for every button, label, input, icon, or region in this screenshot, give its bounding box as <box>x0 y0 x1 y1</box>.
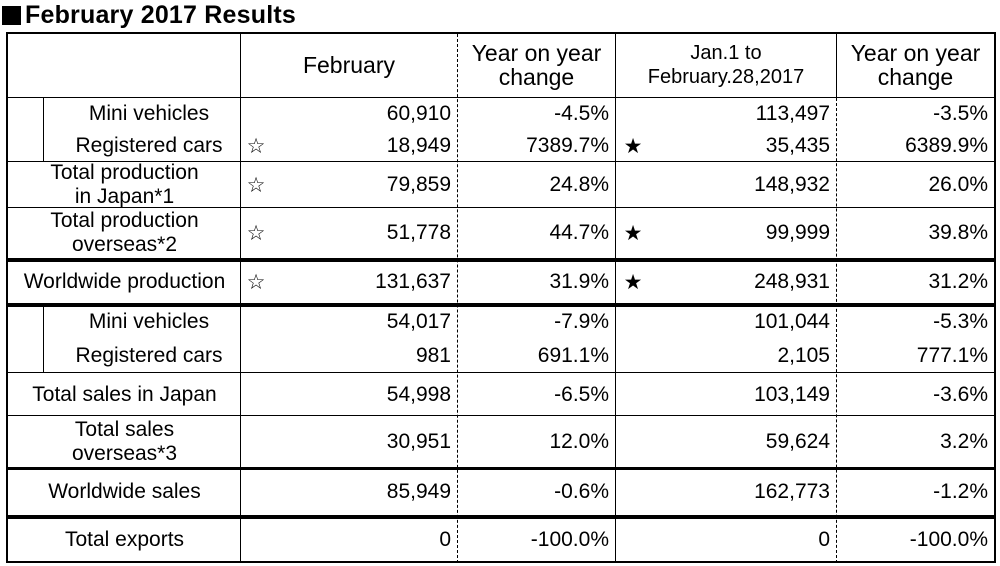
star-slot <box>241 469 277 515</box>
cumulative-value: 148,932 <box>754 173 830 196</box>
february-value: 85,949 <box>386 480 451 503</box>
cumulative-year-on-year-change-value: 777.1% <box>916 343 988 367</box>
row-label: Total sales overseas*3 <box>71 418 178 465</box>
header-year-on-year-change: Year on year change <box>471 40 602 90</box>
title-text: February 2017 Results <box>25 0 296 29</box>
star-slot <box>616 338 656 373</box>
white-star-icon: ☆ <box>246 270 266 294</box>
february-value: 54,017 <box>386 309 451 333</box>
star-slot <box>616 416 656 468</box>
year-on-year-change-value: 7389.7% <box>526 134 609 157</box>
cumulative-value: 101,044 <box>754 309 830 333</box>
year-on-year-change-value: 31.9% <box>549 270 609 293</box>
cumulative-year-on-year-change-value: 6389.9% <box>905 134 988 157</box>
february-value: 60,910 <box>386 102 451 125</box>
square-bullet-icon <box>2 6 21 25</box>
cumulative-value: 113,497 <box>755 102 830 125</box>
black-star-icon: ★ <box>623 134 643 158</box>
february-value: 18,949 <box>386 134 451 157</box>
cumulative-value: 162,773 <box>754 480 830 503</box>
star-slot <box>616 517 656 562</box>
star-slot <box>616 373 656 416</box>
cumulative-value: 2,105 <box>777 343 830 367</box>
cumulative-year-on-year-change-value: 31.2% <box>928 270 988 293</box>
white-star-icon: ☆ <box>246 134 266 158</box>
row-label: Total sales in Japan <box>32 382 217 406</box>
february-value: 0 <box>439 527 451 551</box>
header-period: Jan.1 to February.28,2017 <box>647 42 805 88</box>
february-value: 131,637 <box>375 270 451 293</box>
year-on-year-change-value: 44.7% <box>549 221 609 244</box>
white-star-icon: ☆ <box>246 173 266 197</box>
year-on-year-change-value: -6.5% <box>554 382 609 406</box>
february-value: 30,951 <box>386 430 451 453</box>
february-value: 54,998 <box>386 382 451 406</box>
star-slot <box>616 162 656 208</box>
year-on-year-change-value: -7.9% <box>554 309 609 333</box>
star-slot <box>241 373 277 416</box>
year-on-year-change-value: 24.8% <box>549 173 609 196</box>
header-year-on-year-change-cumulative: Year on year change <box>850 40 981 90</box>
cumulative-year-on-year-change-value: 26.0% <box>928 173 988 196</box>
row-label: Mini vehicles <box>88 309 210 333</box>
star-slot <box>241 338 277 373</box>
february-value: 79,859 <box>386 173 451 196</box>
cumulative-year-on-year-change-value: 3.2% <box>940 430 988 453</box>
cumulative-year-on-year-change-value: -3.6% <box>933 382 988 406</box>
header-february: February <box>302 51 396 78</box>
cumulative-year-on-year-change-value: -5.3% <box>933 309 988 333</box>
february-value: 981 <box>415 343 451 367</box>
cumulative-value: 59,624 <box>765 430 830 453</box>
year-on-year-change-value: 691.1% <box>537 343 609 367</box>
black-star-icon: ★ <box>623 221 643 245</box>
row-label: Worldwide sales <box>48 480 201 503</box>
row-label: Registered cars <box>75 134 223 157</box>
star-slot <box>241 98 277 130</box>
white-star-icon: ☆ <box>246 221 266 245</box>
star-slot <box>241 305 277 338</box>
year-on-year-change-value: -4.5% <box>554 102 609 125</box>
cumulative-value: 99,999 <box>765 221 830 244</box>
row-label: Worldwide production <box>23 270 226 293</box>
row-label: Mini vehicles <box>88 102 210 125</box>
cumulative-year-on-year-change-value: -3.5% <box>933 102 988 125</box>
row-label: Total exports <box>64 527 185 551</box>
star-slot <box>241 517 277 562</box>
cumulative-value: 103,149 <box>754 382 830 406</box>
star-slot <box>241 416 277 468</box>
cumulative-year-on-year-change-value: -1.2% <box>933 480 988 503</box>
star-slot <box>616 469 656 515</box>
february-value: 51,778 <box>386 221 451 244</box>
star-slot <box>616 98 656 130</box>
cumulative-value: 0 <box>818 527 830 551</box>
year-on-year-change-value: -0.6% <box>554 480 609 503</box>
cumulative-year-on-year-change-value: 39.8% <box>928 221 988 244</box>
cumulative-value: 248,931 <box>754 270 830 293</box>
row-label: Registered cars <box>75 343 223 367</box>
year-on-year-change-value: -100.0% <box>530 527 609 551</box>
cumulative-year-on-year-change-value: -100.0% <box>909 527 988 551</box>
black-star-icon: ★ <box>623 270 643 294</box>
star-slot <box>616 305 656 338</box>
row-label: Total production in Japan*1 <box>50 162 199 208</box>
row-label: Total production overseas*2 <box>50 209 199 256</box>
page-title <box>2 0 296 30</box>
year-on-year-change-value: 12.0% <box>549 430 609 453</box>
cumulative-value: 35,435 <box>765 134 830 157</box>
